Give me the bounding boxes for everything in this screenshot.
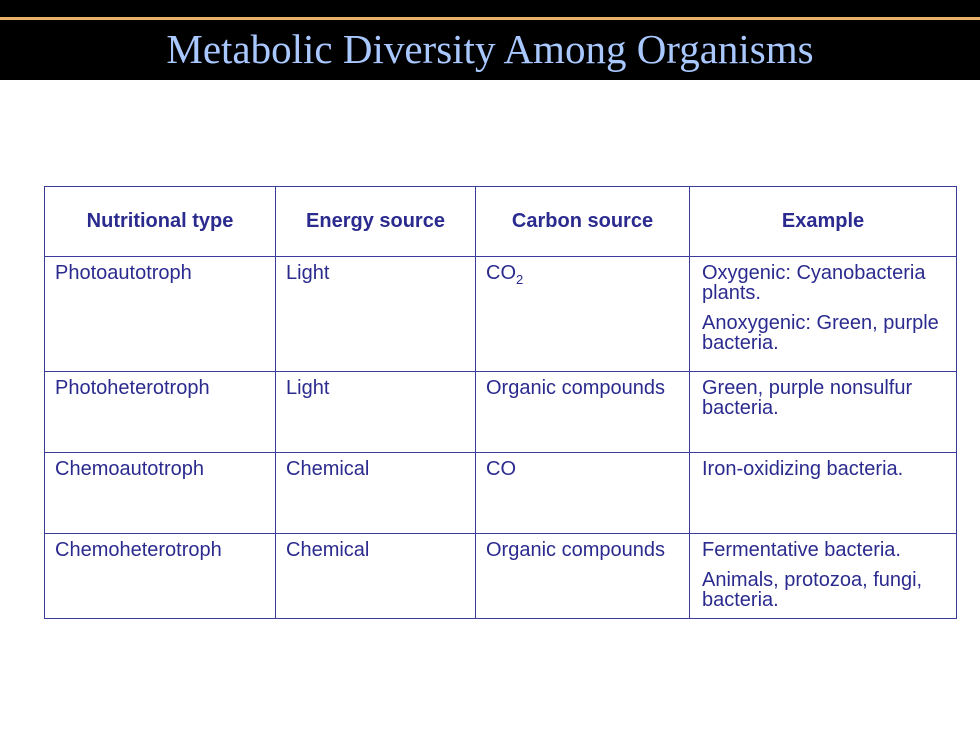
cell-energy-source: Chemical bbox=[276, 453, 476, 534]
cell-energy-source: Light bbox=[276, 257, 476, 372]
table-row bbox=[45, 257, 957, 372]
header-nutritional-type: Nutritional type bbox=[45, 187, 276, 257]
cell-example bbox=[690, 257, 957, 372]
cell-carbon-source: Organic compounds bbox=[476, 372, 690, 453]
cell-energy-source: Light bbox=[276, 372, 476, 453]
slide-title: Metabolic Diversity Among Organisms bbox=[166, 26, 814, 72]
cell-carbon-source: CO bbox=[476, 453, 690, 534]
example-text: Anoxygenic: Green, purple bacteria. bbox=[702, 312, 939, 354]
cell-nutritional-type: Chemoautotroph bbox=[45, 453, 276, 534]
title-accent-rule bbox=[0, 17, 980, 20]
table-row bbox=[45, 534, 957, 619]
cell-example bbox=[690, 534, 957, 619]
cell-energy-source: Chemical bbox=[276, 534, 476, 619]
carbon-formula: CO bbox=[486, 262, 516, 284]
cell-carbon-source: Organic compounds bbox=[476, 534, 690, 619]
example-text: Animals, protozoa, fungi, bacteria. bbox=[702, 569, 923, 611]
title-bar bbox=[0, 0, 980, 80]
example-text: Fermentative bacteria. bbox=[702, 539, 901, 561]
cell-example bbox=[690, 453, 957, 534]
carbon-subscript: 2 bbox=[516, 272, 524, 287]
example-text: Green, purple nonsulfur bacteria. bbox=[702, 377, 913, 419]
table-row bbox=[45, 453, 957, 534]
header-carbon-source: Carbon source bbox=[476, 187, 690, 257]
cell-nutritional-type: Photoautotroph bbox=[45, 257, 276, 372]
table-row bbox=[45, 372, 957, 453]
example-text: Iron-oxidizing bacteria. bbox=[702, 458, 904, 480]
example-text: Oxygenic: Cyanobacteria plants. bbox=[702, 262, 926, 304]
cell-nutritional-type: Photoheterotroph bbox=[45, 372, 276, 453]
cell-carbon-source bbox=[476, 257, 690, 372]
cell-example bbox=[690, 372, 957, 453]
nutrition-table bbox=[44, 186, 957, 619]
cell-nutritional-type: Chemoheterotroph bbox=[45, 534, 276, 619]
table-header-row bbox=[45, 187, 957, 257]
header-energy-source: Energy source bbox=[276, 187, 476, 257]
header-example: Example bbox=[690, 187, 957, 257]
